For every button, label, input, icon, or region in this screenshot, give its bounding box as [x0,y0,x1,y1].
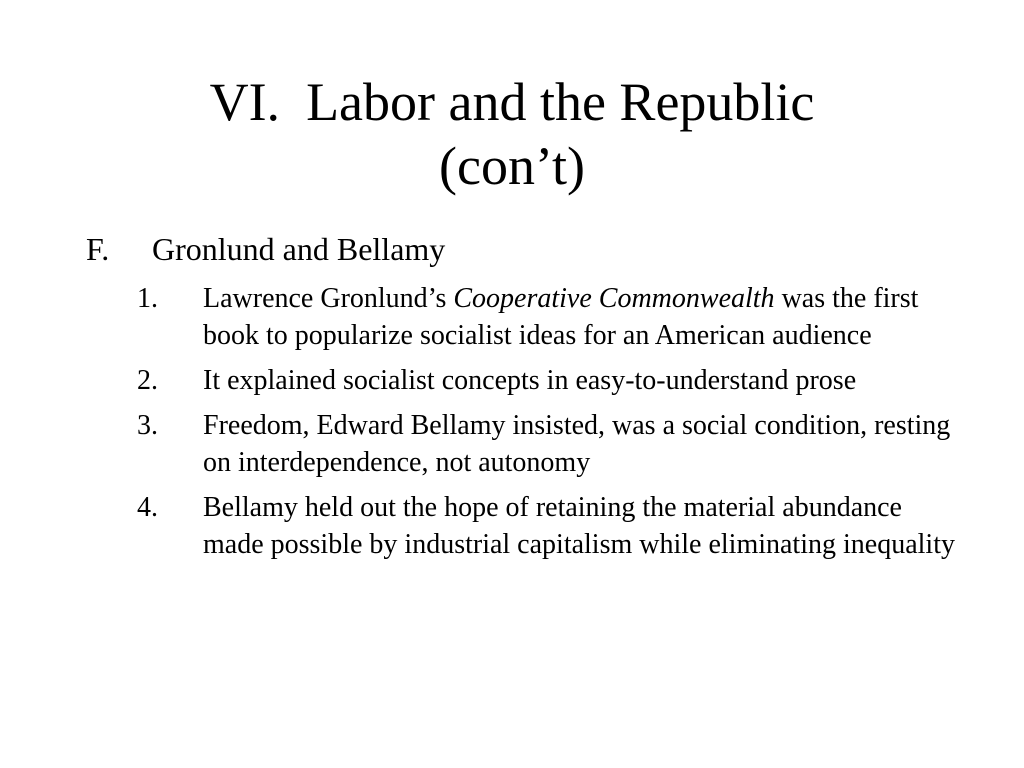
list-item [137,280,957,354]
list-item-number: 1. [137,283,158,314]
list-item [137,489,957,563]
section-heading [86,227,445,271]
list-item-text: Freedom, Edward Bellamy insisted, was a social condition, resting on interdependence, not autonomy [203,410,951,478]
title-text: Labor and the Republic [306,72,815,132]
list-item-text-before: Lawrence Gronlund’s [203,283,454,314]
list-item-text: It explained socialist concepts in easy-to-understand prose [203,365,857,396]
title-line-1 [0,70,1024,134]
title-number: VI. [209,72,281,132]
section-heading-text: Gronlund and Bellamy [152,231,446,267]
list-item-number: 3. [137,410,158,441]
book-title: Cooperative Commonwealth [453,283,775,314]
list-item-text: Bellamy held out the hope of retaining the material abundance made possible by industrial capitalism while eliminating inequality [203,492,955,560]
numbered-list [137,280,957,571]
title-continuation: (con’t) [439,136,585,196]
list-item-number: 4. [137,492,158,523]
list-item-text [203,283,918,351]
list-item [137,407,957,481]
list-item-number: 2. [137,365,158,396]
slide-title [0,70,1024,198]
section-marker: F. [86,231,110,267]
list-item-text-after: was the first book to popularize socialist ideas for an American audience [203,283,919,351]
list-item [137,362,957,399]
